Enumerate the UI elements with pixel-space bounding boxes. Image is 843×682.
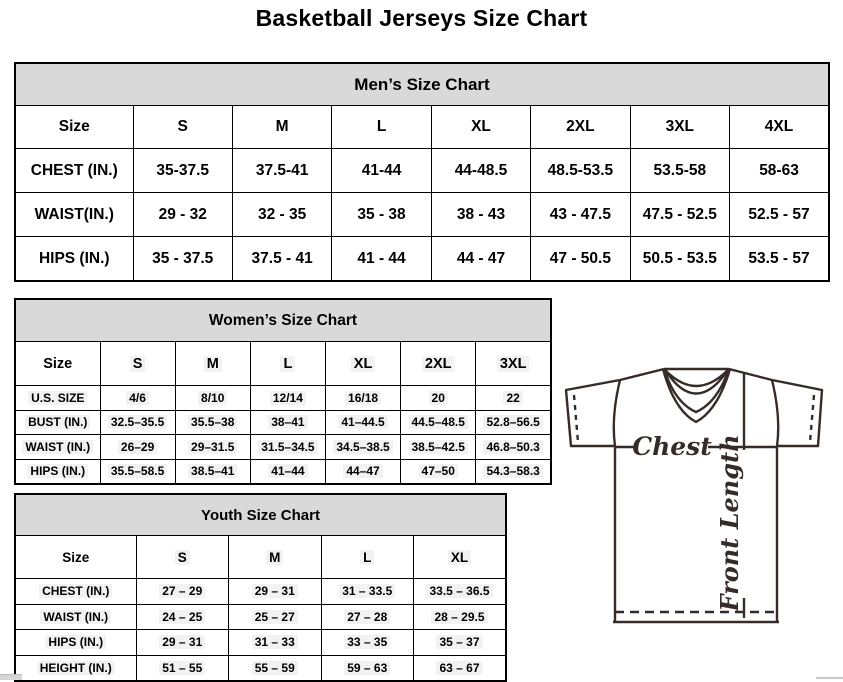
value-cell: 51 – 55 xyxy=(136,655,229,681)
col-header-cell: M xyxy=(229,536,322,579)
row-label-cell: CHEST (IN.) xyxy=(15,579,136,605)
value-cell: 41–44.5 xyxy=(325,410,400,435)
value-cell: 58-63 xyxy=(730,149,829,193)
value-cell: 35-37.5 xyxy=(133,149,232,193)
jersey-collar xyxy=(664,369,729,386)
value-cell: 31 – 33.5 xyxy=(321,579,414,605)
youth-hips-row xyxy=(15,630,506,656)
col-header-cell: XL xyxy=(325,342,400,386)
value-cell: 31.5–34.5 xyxy=(250,435,325,460)
value-cell: 46.8–50.3 xyxy=(476,435,551,460)
jersey-right-sleeve xyxy=(772,380,822,446)
value-cell: 34.5–38.5 xyxy=(325,435,400,460)
value-cell: 38.5–42.5 xyxy=(401,435,476,460)
bottom-left-ui-fragment xyxy=(0,674,22,680)
value-cell: 47 - 50.5 xyxy=(531,237,630,282)
value-cell: 59 – 63 xyxy=(321,655,414,681)
youth-height-row xyxy=(15,655,506,681)
jersey-right-seam xyxy=(772,380,778,446)
col-header-cell: 2XL xyxy=(531,106,630,149)
mens-table-header-row xyxy=(15,63,829,106)
youth-waist-row xyxy=(15,604,506,630)
value-cell: 35 – 37 xyxy=(414,630,507,656)
row-label-cell: HIPS (IN.) xyxy=(15,459,100,484)
value-cell: 50.5 - 53.5 xyxy=(630,237,729,282)
value-cell: 37.5 - 41 xyxy=(232,237,331,282)
value-cell: 26–29 xyxy=(100,435,175,460)
value-cell: 8/10 xyxy=(175,386,250,411)
value-cell: 48.5-53.5 xyxy=(531,149,630,193)
jersey-collar xyxy=(664,369,729,412)
womens-size-header-row xyxy=(15,342,551,386)
value-cell: 53.5-58 xyxy=(630,149,729,193)
row-label-cell: WAIST (IN.) xyxy=(15,604,136,630)
womens-table-header-row xyxy=(15,299,551,342)
value-cell: 41 - 44 xyxy=(332,237,431,282)
value-cell: 55 – 59 xyxy=(229,655,322,681)
value-cell: 63 – 67 xyxy=(414,655,507,681)
value-cell: 29 – 31 xyxy=(229,579,322,605)
row-label-cell: WAIST (IN.) xyxy=(15,435,100,460)
col-header-cell: XL xyxy=(431,106,530,149)
col-header-cell: M xyxy=(232,106,331,149)
mens-waist-row xyxy=(15,193,829,237)
col-header-cell: S xyxy=(133,106,232,149)
row-label-cell: CHEST (IN.) xyxy=(15,149,133,193)
jersey-right-cuff-dashed-line xyxy=(810,395,814,442)
value-cell: 44.5–48.5 xyxy=(401,410,476,435)
col-header-cell: L xyxy=(321,536,414,579)
value-cell: 38.5–41 xyxy=(175,459,250,484)
row-label-cell: HIPS (IN.) xyxy=(15,630,136,656)
value-cell: 4/6 xyxy=(100,386,175,411)
col-header-cell: S xyxy=(136,536,229,579)
youth-size-chart-table xyxy=(14,493,507,682)
value-cell: 37.5-41 xyxy=(232,149,331,193)
value-cell: 44 - 47 xyxy=(431,237,530,282)
mens-chest-row xyxy=(15,149,829,193)
value-cell: 29–31.5 xyxy=(175,435,250,460)
jersey-left-sleeve xyxy=(566,380,620,446)
jersey-measurement-diagram xyxy=(555,355,835,627)
row-label-cell: HEIGHT (IN.) xyxy=(15,655,136,681)
value-cell: 38 - 43 xyxy=(431,193,530,237)
mens-size-header-row xyxy=(15,106,829,149)
jersey-left-cuff-dashed-line xyxy=(574,395,578,442)
value-cell: 28 – 29.5 xyxy=(414,604,507,630)
jersey-outline xyxy=(620,369,664,380)
col-header-cell: 3XL xyxy=(476,342,551,386)
chest-label: Chest xyxy=(632,432,712,461)
col-header-cell: L xyxy=(332,106,431,149)
col-header-cell: L xyxy=(250,342,325,386)
col-header-cell: 4XL xyxy=(730,106,829,149)
value-cell: 32.5–35.5 xyxy=(100,410,175,435)
col-header-cell: M xyxy=(175,342,250,386)
value-cell: 16/18 xyxy=(325,386,400,411)
table-title: Youth Size Chart xyxy=(15,494,506,536)
value-cell: 27 – 28 xyxy=(321,604,414,630)
womens-hips-row xyxy=(15,459,551,484)
value-cell: 24 – 25 xyxy=(136,604,229,630)
youth-table-header-row xyxy=(15,494,506,536)
row-label-cell: WAIST(IN.) xyxy=(15,193,133,237)
womens-waist-row xyxy=(15,435,551,460)
value-cell: 43 - 47.5 xyxy=(531,193,630,237)
womens-bust-row xyxy=(15,410,551,435)
row-label-cell: U.S. SIZE xyxy=(15,386,100,411)
size-label-cell: Size xyxy=(15,106,133,149)
value-cell: 29 – 31 xyxy=(136,630,229,656)
value-cell: 35 - 37.5 xyxy=(133,237,232,282)
youth-chest-row xyxy=(15,579,506,605)
value-cell: 35.5–58.5 xyxy=(100,459,175,484)
col-header-cell: XL xyxy=(414,536,507,579)
value-cell: 44-48.5 xyxy=(431,149,530,193)
value-cell: 47.5 - 52.5 xyxy=(630,193,729,237)
value-cell: 25 – 27 xyxy=(229,604,322,630)
col-header-cell: 2XL xyxy=(401,342,476,386)
value-cell: 27 – 29 xyxy=(136,579,229,605)
value-cell: 22 xyxy=(476,386,551,411)
size-label-cell: Size xyxy=(15,536,136,579)
mens-size-chart-table xyxy=(14,62,830,282)
value-cell: 12/14 xyxy=(250,386,325,411)
row-label-cell: HIPS (IN.) xyxy=(15,237,133,282)
value-cell: 33.5 – 36.5 xyxy=(414,579,507,605)
row-label-cell: BUST (IN.) xyxy=(15,410,100,435)
mens-hips-row xyxy=(15,237,829,282)
value-cell: 38–41 xyxy=(250,410,325,435)
value-cell: 52.8–56.5 xyxy=(476,410,551,435)
womens-size-chart-table xyxy=(14,298,552,485)
value-cell: 20 xyxy=(401,386,476,411)
jersey-outline xyxy=(729,369,772,380)
value-cell: 41–44 xyxy=(250,459,325,484)
table-title: Men’s Size Chart xyxy=(15,63,829,106)
jersey-left-seam xyxy=(614,380,620,446)
value-cell: 47–50 xyxy=(401,459,476,484)
value-cell: 44–47 xyxy=(325,459,400,484)
value-cell: 33 – 35 xyxy=(321,630,414,656)
value-cell: 54.3–58.3 xyxy=(476,459,551,484)
value-cell: 41-44 xyxy=(332,149,431,193)
value-cell: 32 - 35 xyxy=(232,193,331,237)
youth-size-header-row xyxy=(15,536,506,579)
col-header-cell: S xyxy=(100,342,175,386)
table-title: Women’s Size Chart xyxy=(15,299,551,342)
col-header-cell: 3XL xyxy=(630,106,729,149)
value-cell: 52.5 - 57 xyxy=(730,193,829,237)
womens-us-size-row xyxy=(15,386,551,411)
value-cell: 31 – 33 xyxy=(229,630,322,656)
value-cell: 35 - 38 xyxy=(332,193,431,237)
value-cell: 29 - 32 xyxy=(133,193,232,237)
page-title: Basketball Jerseys Size Chart xyxy=(255,5,588,31)
value-cell: 53.5 - 57 xyxy=(730,237,829,282)
front-length-label: Front Length xyxy=(715,434,744,612)
value-cell: 35.5–38 xyxy=(175,410,250,435)
size-label-cell: Size xyxy=(15,342,100,386)
